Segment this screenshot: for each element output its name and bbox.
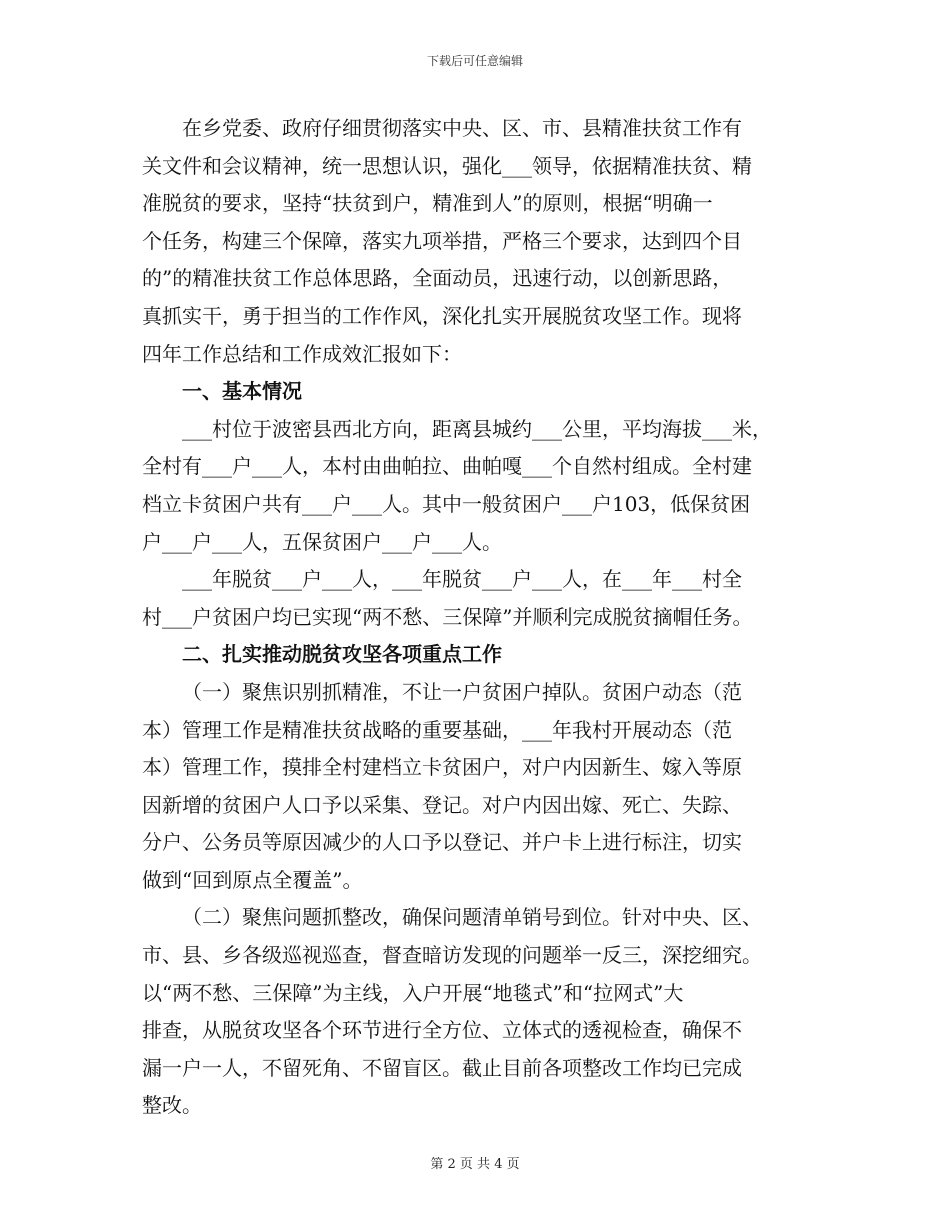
paragraph-line: 以“两不愁、三保障”为主线，入户开展“地毯式”和“拉网式”大 [142,980,684,1005]
paragraph-line: ___村位于波密县西北方向，距离县城约___公里，平均海拔___米， [182,416,772,441]
paragraph-line: 真抓实干，勇于担当的工作作风，深化扎实开展脱贫攻坚工作。现将 [142,303,742,328]
paragraph-line: 分户、公务员等原因减少的人口予以登记、并户卡上进行标注，切实 [142,830,742,855]
paragraph-line: 因新增的贫困户人口予以采集、登记。对户内因出嫁、死亡、失踪、 [142,792,742,817]
paragraph-line: 在乡党委、政府仔细贯彻落实中央、区、市、县精准扶贫工作有 [182,116,742,140]
paragraph-line: 全村有___户___人，本村由曲帕拉、曲帕嘎___个自然村组成。全村建 [142,454,752,479]
paragraph-line: 本）管理工作是精准扶贫战略的重要基础，___年我村开展动态（范 [142,717,732,742]
paragraph-line: 漏一户一人，不留死角、不留盲区。截止目前各项整改工作均已完成 [142,1055,742,1080]
paragraph-line: 个任务，构建三个保障，落实九项举措，严格三个要求，达到四个目 [142,228,742,253]
paragraph-line: 四年工作总结和工作成效汇报如下： [142,341,462,366]
paragraph-line: 准脱贫的要求，坚持“扶贫到户，精准到人”的原则，根据“明确一 [142,191,713,216]
paragraph-line: （一）聚焦识别抓精准，不让一户贫困户掉队。贫困户动态（范 [182,679,742,704]
document-body [142,110,827,1125]
page-header-note: 下载后可任意编辑 [426,54,523,68]
paragraph-line: 村___户贫困户均已实现“两不愁、三保障”并顺利完成脱贫摘帽任务。 [142,604,753,629]
section-heading: 二、扎实推动脱贫攻坚各项重点工作 [182,642,502,667]
page-number: 第 2 页 共 4 页 [430,1157,520,1172]
paragraph-line: 关文件和会议精神，统一思想认识，强化___领导，依据精准扶贫、精 [142,153,752,178]
paragraph-line: 市、县、乡各级巡视巡查，督查暗访发现的问题举一反三，深挖细究。 [142,943,762,968]
paragraph-line: 档立卡贫困户共有___户___人。其中一般贫困户___户103，低保贫困 [142,491,751,516]
paragraph-line: 做到“回到原点全覆盖”。 [142,867,363,892]
section-heading: 一、基本情况 [182,379,302,404]
paragraph-line: 户___户___人，五保贫困户___户___人。 [142,529,502,554]
paragraph-line: （二）聚焦问题抓整改，确保问题清单销号到位。针对中央、区、 [182,905,762,930]
paragraph-line: 的”的精准扶贫工作总体思路，全面动员，迅速行动，以创新思路， [142,266,733,291]
paragraph-line: ___年脱贫___户___人，___年脱贫___户___人，在___年___村全 [182,567,742,592]
paragraph-line: 排查，从脱贫攻坚各个环节进行全方位、立体式的透视检查，确保不 [142,1018,742,1043]
paragraph-line: 整改。 [142,1093,202,1118]
paragraph-line: 本）管理工作，摸排全村建档立卡贫困户，对户内因新生、嫁入等原 [142,755,742,780]
